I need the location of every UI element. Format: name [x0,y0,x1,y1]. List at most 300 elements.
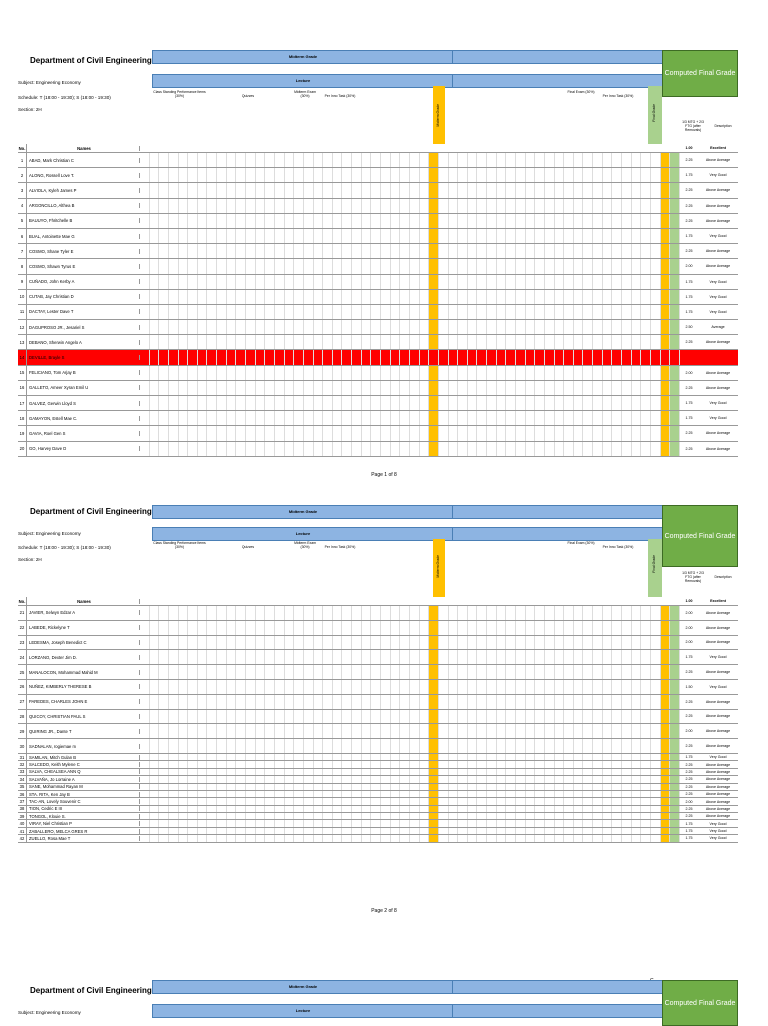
final-grade: 1.75 [685,309,693,314]
score-cell [391,259,401,273]
score-cell [526,739,536,753]
score-cell [304,636,314,650]
score-cell [169,791,179,797]
score-cell [651,366,661,380]
score-cell [217,381,227,395]
score-cell [246,350,256,364]
score-cell [439,229,449,243]
score-cell [371,680,381,694]
score-cell [400,396,410,410]
score-cell [670,776,680,782]
score-cell [371,259,381,273]
score-cell [159,650,169,664]
score-cell [198,650,208,664]
score-cell [323,381,333,395]
score-cell [246,411,256,425]
score-cell [265,636,275,650]
student-name: DEBANO, Sherwin Angelo A [27,340,140,345]
grade-description: Above Average [705,370,731,375]
table-row [18,806,738,813]
score-cell [506,724,516,738]
score-cell [140,621,150,635]
score-cell [555,168,565,182]
score-cell [449,665,459,679]
score-cell [574,835,584,841]
score-cell [487,606,497,620]
score-cell [179,214,189,228]
score-cell [381,761,391,767]
score-cell [516,680,526,694]
score-cell [400,724,410,738]
score-cell [333,275,343,289]
score-cell [362,806,372,812]
score-cell [333,776,343,782]
score-cell [429,739,439,753]
score-cell [400,275,410,289]
score-cell [236,335,246,349]
score-cell [564,381,574,395]
score-cell [314,153,324,167]
score-cell [140,835,150,841]
score-cell [622,695,632,709]
score-cell [285,229,295,243]
row-number: 9 [18,275,27,289]
score-cell [468,411,478,425]
score-cell [140,426,150,440]
score-cell [487,335,497,349]
score-cell [603,739,613,753]
score-cell [188,320,198,334]
score-cell [545,606,555,620]
score-cell [535,791,545,797]
score-cell [400,791,410,797]
score-cell [179,168,189,182]
score-cells [140,411,680,425]
score-cell [333,411,343,425]
score-cell [381,442,391,456]
score-cell [179,665,189,679]
score-cell [535,724,545,738]
score-cell [583,229,593,243]
score-cells [140,606,680,620]
row-number: 30 [18,739,27,753]
score-cell [651,442,661,456]
table-row [18,680,738,695]
score-cell [400,813,410,819]
score-cell [294,665,304,679]
score-cell [265,710,275,724]
score-cell [150,290,160,304]
score-cell [670,305,680,319]
score-cell [294,621,304,635]
score-cell [632,798,642,804]
score-cell [391,290,401,304]
score-cell [564,769,574,775]
score-cell [506,739,516,753]
score-cell [477,695,487,709]
score-cell [140,214,150,228]
score-cell [150,320,160,334]
score-cell [420,305,430,319]
score-cell [487,621,497,635]
score-cell [275,442,285,456]
score-cell [497,784,507,790]
score-cell [564,784,574,790]
score-cell [603,835,613,841]
score-cell [468,199,478,213]
score-cell [622,791,632,797]
score-cell [526,710,536,724]
score-cell [555,798,565,804]
score-cell [381,244,391,258]
score-cell [603,695,613,709]
score-cell [574,305,584,319]
score-cell [632,411,642,425]
score-cell [159,761,169,767]
score-cell [410,183,420,197]
score-cell [371,153,381,167]
score-cells [140,290,680,304]
score-cell [285,183,295,197]
score-cell [294,784,304,790]
grade-description: Above Average [705,784,731,789]
score-cell [400,820,410,826]
score-cell [506,813,516,819]
score-cell [217,724,227,738]
score-cell [323,411,333,425]
score-cell [564,350,574,364]
score-cell [333,754,343,760]
grade-description: Above Average [705,385,731,390]
schedule-line-2: Schedule: T (18:00 - 19:30); S (18:00 - 19:30) [18,545,111,550]
row-number: 33 [18,769,27,775]
score-cell [612,153,622,167]
score-cell [477,813,487,819]
row-number: 24 [18,650,27,664]
score-cell [256,724,266,738]
score-cell [342,350,352,364]
score-cell [169,739,179,753]
score-cell [526,290,536,304]
score-cell [641,426,651,440]
score-cell [545,636,555,650]
score-cell [632,168,642,182]
score-cell [179,229,189,243]
score-cell [217,769,227,775]
score-cell [622,199,632,213]
score-cell [188,680,198,694]
score-cell [632,183,642,197]
score-cell [651,153,661,167]
score-cell [323,229,333,243]
score-cell [449,153,459,167]
table-row [18,214,738,229]
score-cell [526,828,536,834]
score-cell [429,275,439,289]
grade-description: Above Average [705,264,731,269]
score-cell [477,290,487,304]
score-cell [169,798,179,804]
score-cell [545,650,555,664]
score-cell [207,806,217,812]
score-cell [506,835,516,841]
score-cell [304,411,314,425]
table-row [18,710,738,725]
score-cell [159,665,169,679]
score-cell [516,621,526,635]
score-cell [400,710,410,724]
score-cell [342,290,352,304]
score-cell [535,366,545,380]
score-cell [506,769,516,775]
score-cell [439,411,449,425]
table-row [18,828,738,835]
score-cell [150,798,160,804]
score-cell [227,229,237,243]
score-cell [555,244,565,258]
midterm-exam-header: Midterm Exam (30%) [294,90,316,99]
score-cell [169,350,179,364]
score-cell [583,776,593,782]
score-cell [207,426,217,440]
score-cell [342,396,352,410]
score-cell [574,636,584,650]
score-cell [362,835,372,841]
table-row [18,168,738,183]
table-row [18,229,738,244]
score-cell [429,259,439,273]
score-cell [342,650,352,664]
score-cell [632,199,642,213]
score-cell [651,199,661,213]
score-cell [314,769,324,775]
score-cell [198,835,208,841]
score-cell [217,806,227,812]
score-cell [458,381,468,395]
score-cell [236,798,246,804]
score-cell [574,791,584,797]
score-cell [497,350,507,364]
row-number: 40 [18,820,27,826]
score-cell [371,381,381,395]
score-cell [400,153,410,167]
score-cell [227,724,237,738]
score-cell [622,835,632,841]
score-cell [275,798,285,804]
final-grade: 2.25 [685,806,693,811]
student-name: ARGONCILLO, Althea B [27,203,140,208]
score-cell [410,350,420,364]
score-cell [362,411,372,425]
score-cell [227,320,237,334]
score-cell [612,335,622,349]
score-cell [169,305,179,319]
score-cell [487,426,497,440]
score-cell [314,168,324,182]
score-cell [410,199,420,213]
score-cell [140,229,150,243]
computed-final-grade-header: Computed Final Grade [662,50,738,97]
score-cell [420,426,430,440]
score-cell [179,606,189,620]
score-cell [661,724,671,738]
score-cell [400,828,410,834]
score-cell [420,636,430,650]
score-cell [429,784,439,790]
score-cell [661,761,671,767]
score-cell [477,776,487,782]
score-cell [275,680,285,694]
score-cell [661,381,671,395]
score-cell [256,244,266,258]
score-cell [227,259,237,273]
score-cell [352,183,362,197]
score-cell [641,650,651,664]
student-name: VIRAY, Niel Christian P [27,821,140,826]
final-grade: 2.25 [685,446,693,451]
score-cell [545,665,555,679]
score-cell [342,153,352,167]
score-cell [342,680,352,694]
score-cell [256,835,266,841]
row-number: 26 [18,680,27,694]
score-cell [612,806,622,812]
score-cell [468,320,478,334]
score-cell [420,244,430,258]
score-cell [381,305,391,319]
score-cell [545,820,555,826]
score-cell [275,426,285,440]
score-cell [381,335,391,349]
score-cell [593,381,603,395]
score-cell [294,305,304,319]
score-cell [516,784,526,790]
score-cell [217,680,227,694]
student-name: CUTAB, Jay Christian D [27,294,140,299]
score-cell [564,183,574,197]
student-name: SAMILAN, Mitch Gulan B [27,755,140,760]
score-cell [603,153,613,167]
score-cell [420,396,430,410]
score-cell [641,739,651,753]
score-cell [294,153,304,167]
score-cell [468,275,478,289]
quizzes-header: Quizzes [241,94,255,98]
score-cell [159,259,169,273]
grade-description: Above Average [705,625,731,630]
score-cell [420,606,430,620]
score-cell [265,761,275,767]
score-cell [256,168,266,182]
score-cell [207,411,217,425]
score-cell [497,813,507,819]
score-cell [487,183,497,197]
score-cell [217,214,227,228]
score-cell [410,153,420,167]
score-cell [294,183,304,197]
score-cell [632,214,642,228]
score-cell [150,813,160,819]
score-cell [217,335,227,349]
score-cell [285,214,295,228]
score-cell [526,606,536,620]
score-cell [458,305,468,319]
score-cell [651,680,661,694]
score-cell [449,806,459,812]
score-cell [217,695,227,709]
score-cell [506,214,516,228]
score-cell [420,791,430,797]
score-cell [236,835,246,841]
score-cell [593,636,603,650]
score-cell [294,695,304,709]
score-cell [227,798,237,804]
score-cell [516,411,526,425]
score-cell [612,724,622,738]
final-lecture-band-3 [452,1004,664,1018]
score-cell [246,396,256,410]
row-number: 27 [18,695,27,709]
score-cell [169,244,179,258]
score-cell [670,798,680,804]
score-cell [439,695,449,709]
midterm-exam-header-2: Midterm Exam (30%) [294,541,316,550]
score-cell [207,791,217,797]
score-cell [429,366,439,380]
score-cell [449,183,459,197]
score-cell [458,791,468,797]
score-cell [246,259,256,273]
row-number: 42 [18,835,27,841]
score-cell [458,366,468,380]
student-name: TAC-AN, Lovely Souvenir C [27,799,140,804]
score-cell [574,244,584,258]
row-number: 41 [18,828,27,834]
score-cell [497,290,507,304]
score-cell [506,320,516,334]
score-cell [458,621,468,635]
row-number: 28 [18,710,27,724]
score-cell [516,776,526,782]
score-cell [593,798,603,804]
score-cell [275,335,285,349]
score-cell [439,761,449,767]
score-cell [179,806,189,812]
score-cell [342,784,352,790]
score-cell [169,621,179,635]
score-cell [420,761,430,767]
final-grade: 2.25 [685,431,693,436]
score-cell [535,381,545,395]
score-cell [612,813,622,819]
score-cell [246,776,256,782]
score-cell [352,621,362,635]
score-cell [207,784,217,790]
score-cell [207,350,217,364]
score-cell [256,411,266,425]
table-row [18,784,738,791]
score-cell [342,695,352,709]
score-cell [342,835,352,841]
score-cell [294,769,304,775]
score-cell [169,366,179,380]
score-cell [574,335,584,349]
score-cell [612,381,622,395]
score-cell [381,769,391,775]
score-cell [410,229,420,243]
score-cell [449,244,459,258]
score-cell [400,621,410,635]
